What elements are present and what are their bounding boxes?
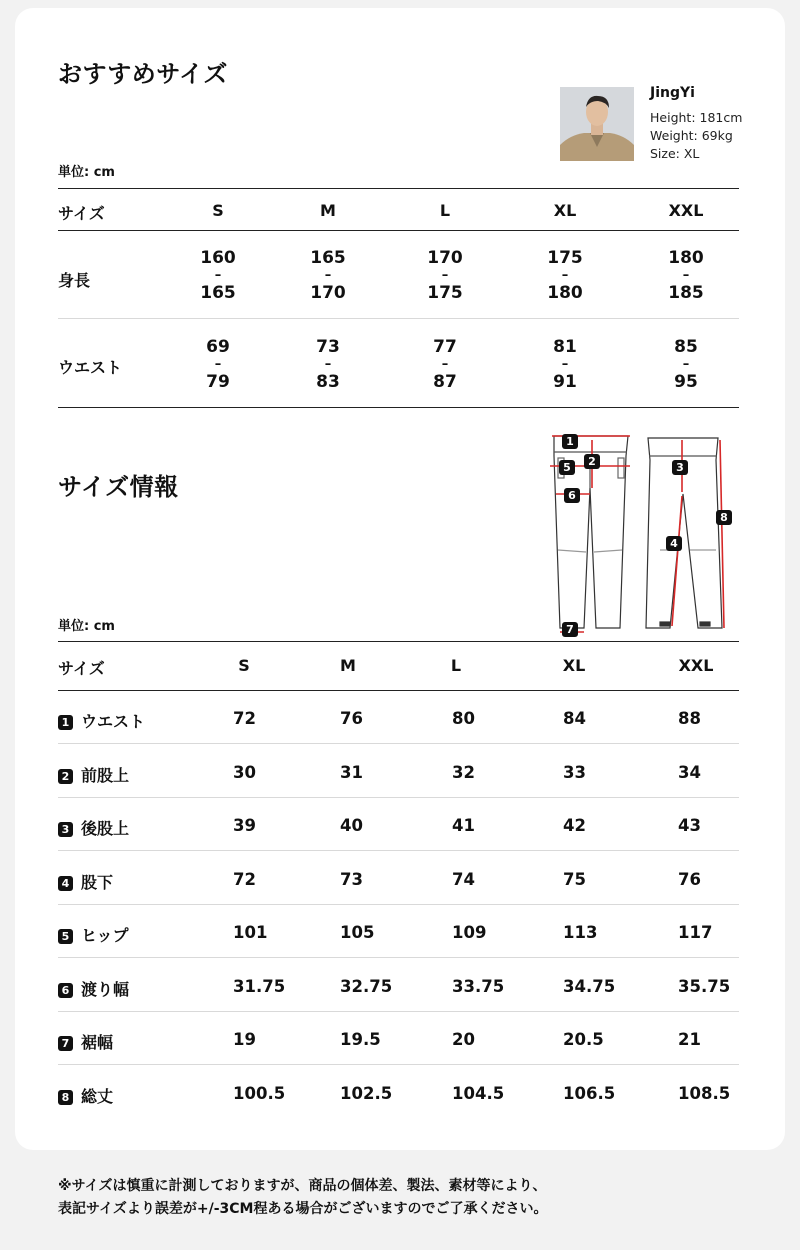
divider [58, 850, 739, 851]
measurement-value: 105 [340, 923, 375, 942]
recommend-range: 175 – 180 [547, 248, 583, 303]
marker-8-label: 8 [720, 511, 728, 524]
number-badge-icon: 4 [58, 876, 73, 891]
measurement-value: 42 [563, 816, 586, 835]
info-header-label: サイズ [58, 659, 105, 678]
info-title: サイズ情報 [58, 473, 179, 501]
number-badge-icon: 1 [58, 715, 73, 730]
divider [58, 743, 739, 744]
recommend-unit: 単位: cm [58, 165, 115, 180]
recommend-size-xxl: XXL [668, 201, 704, 220]
measurement-value: 32.75 [340, 977, 393, 996]
info-row-label [58, 1030, 113, 1053]
recommend-range: 77 – 87 [433, 337, 457, 392]
measurement-value: 31.75 [233, 977, 286, 996]
model-height: Height: 181cm [650, 110, 743, 125]
divider [58, 957, 739, 958]
measurement-value: 20.5 [563, 1030, 604, 1049]
footnote-line-1: ※サイズは慎重に計測しておりますが、商品の個体差、製法、素材等により、 [58, 1178, 547, 1194]
number-badge-icon: 8 [58, 1090, 73, 1105]
measurement-name: ウエスト [81, 712, 146, 731]
recommend-row-label: 身長 [58, 271, 91, 290]
recommend-range: 73 – 83 [316, 337, 340, 392]
recommend-header-label: サイズ [58, 204, 105, 223]
divider [58, 230, 739, 231]
measurement-value: 102.5 [340, 1084, 393, 1103]
divider [58, 1011, 739, 1012]
info-row-label [58, 977, 129, 1000]
measurement-value: 84 [563, 709, 586, 728]
recommend-range: 180 – 185 [668, 248, 704, 303]
measurement-value: 100.5 [233, 1084, 286, 1103]
measurement-value: 40 [340, 816, 363, 835]
measurement-name: 総丈 [81, 1087, 114, 1106]
measurement-value: 73 [340, 870, 363, 889]
measurement-value: 80 [452, 709, 475, 728]
info-size-m: M [340, 656, 356, 675]
measurement-value: 117 [678, 923, 713, 942]
model-size: Size: XL [650, 146, 700, 161]
info-row-label [58, 816, 129, 839]
recommend-range: 69 – 79 [206, 337, 230, 392]
info-row-label [58, 763, 129, 786]
recommend-range: 160 – 165 [200, 248, 236, 303]
measurement-name: 前股上 [81, 766, 130, 785]
info-size-s: S [238, 656, 250, 675]
measurement-name: 後股上 [81, 819, 130, 838]
divider [58, 641, 739, 642]
divider [58, 407, 739, 408]
recommend-size-s: S [212, 201, 224, 220]
measurement-value: 34.75 [563, 977, 616, 996]
measurement-value: 109 [452, 923, 487, 942]
footnote-line-2: 表記サイズより誤差が+/-3CM程ある場合がございますのでご了承ください。 [58, 1201, 548, 1217]
info-unit: 単位: cm [58, 619, 115, 634]
marker-1-label: 1 [566, 435, 574, 448]
marker-6-label: 6 [568, 489, 576, 502]
recommend-size-m: M [320, 201, 336, 220]
recommend-range: 170 – 175 [427, 248, 463, 303]
measurement-value: 31 [340, 763, 363, 782]
measurement-value: 72 [233, 709, 256, 728]
measurement-value: 76 [678, 870, 701, 889]
pants-measurement-diagram [540, 428, 750, 640]
measurement-value: 20 [452, 1030, 475, 1049]
recommend-range: 165 – 170 [310, 248, 346, 303]
recommend-range: 81 – 91 [553, 337, 577, 392]
number-badge-icon: 7 [58, 1036, 73, 1051]
divider [58, 1064, 739, 1065]
model-photo [560, 87, 634, 161]
recommend-row-label: ウエスト [58, 358, 123, 377]
number-badge-icon: 3 [58, 822, 73, 837]
measurement-value: 21 [678, 1030, 701, 1049]
measurement-value: 108.5 [678, 1084, 731, 1103]
info-row-label [58, 1084, 113, 1107]
measurement-value: 101 [233, 923, 268, 942]
measurement-value: 72 [233, 870, 256, 889]
measurement-value: 33.75 [452, 977, 505, 996]
divider [58, 797, 739, 798]
info-size-l: L [450, 656, 462, 675]
measurement-value: 32 [452, 763, 475, 782]
marker-7-label: 7 [566, 623, 574, 636]
model-weight: Weight: 69kg [650, 128, 733, 143]
measurement-value: 33 [563, 763, 586, 782]
info-size-xl: XL [562, 656, 586, 675]
measurement-value: 104.5 [452, 1084, 505, 1103]
model-name: JingYi [650, 85, 695, 101]
recommend-range: 85 – 95 [674, 337, 698, 392]
measurement-value: 39 [233, 816, 256, 835]
marker-5-label: 5 [563, 461, 571, 474]
measurement-value: 75 [563, 870, 586, 889]
info-size-xxl: XXL [678, 656, 714, 675]
divider [58, 188, 739, 189]
number-badge-icon: 2 [58, 769, 73, 784]
info-row-label [58, 870, 113, 893]
measurement-name: 股下 [81, 873, 114, 892]
divider [58, 690, 739, 691]
measurement-value: 34 [678, 763, 701, 782]
info-row-label [58, 709, 145, 732]
measurement-value: 113 [563, 923, 598, 942]
marker-2-label: 2 [588, 455, 596, 468]
marker-4-label: 4 [670, 537, 678, 550]
measurement-value: 106.5 [563, 1084, 616, 1103]
measurement-name: ヒップ [81, 926, 129, 945]
measurement-name: 裾幅 [81, 1033, 114, 1052]
divider [58, 318, 739, 319]
measurement-value: 74 [452, 870, 475, 889]
measurement-value: 88 [678, 709, 701, 728]
measurement-value: 19.5 [340, 1030, 381, 1049]
measurement-value: 35.75 [678, 977, 731, 996]
measurement-value: 19 [233, 1030, 256, 1049]
measurement-name: 渡り幅 [81, 980, 130, 999]
measurement-value: 76 [340, 709, 363, 728]
marker-3-label: 3 [676, 461, 684, 474]
recommend-size-l: L [439, 201, 451, 220]
number-badge-icon: 6 [58, 983, 73, 998]
divider [58, 904, 739, 905]
measurement-value: 43 [678, 816, 701, 835]
info-row-label [58, 923, 129, 946]
measurement-value: 30 [233, 763, 256, 782]
number-badge-icon: 5 [58, 929, 73, 944]
recommend-size-xl: XL [553, 201, 577, 220]
measurement-value: 41 [452, 816, 475, 835]
recommend-title: おすすめサイズ [58, 60, 228, 88]
